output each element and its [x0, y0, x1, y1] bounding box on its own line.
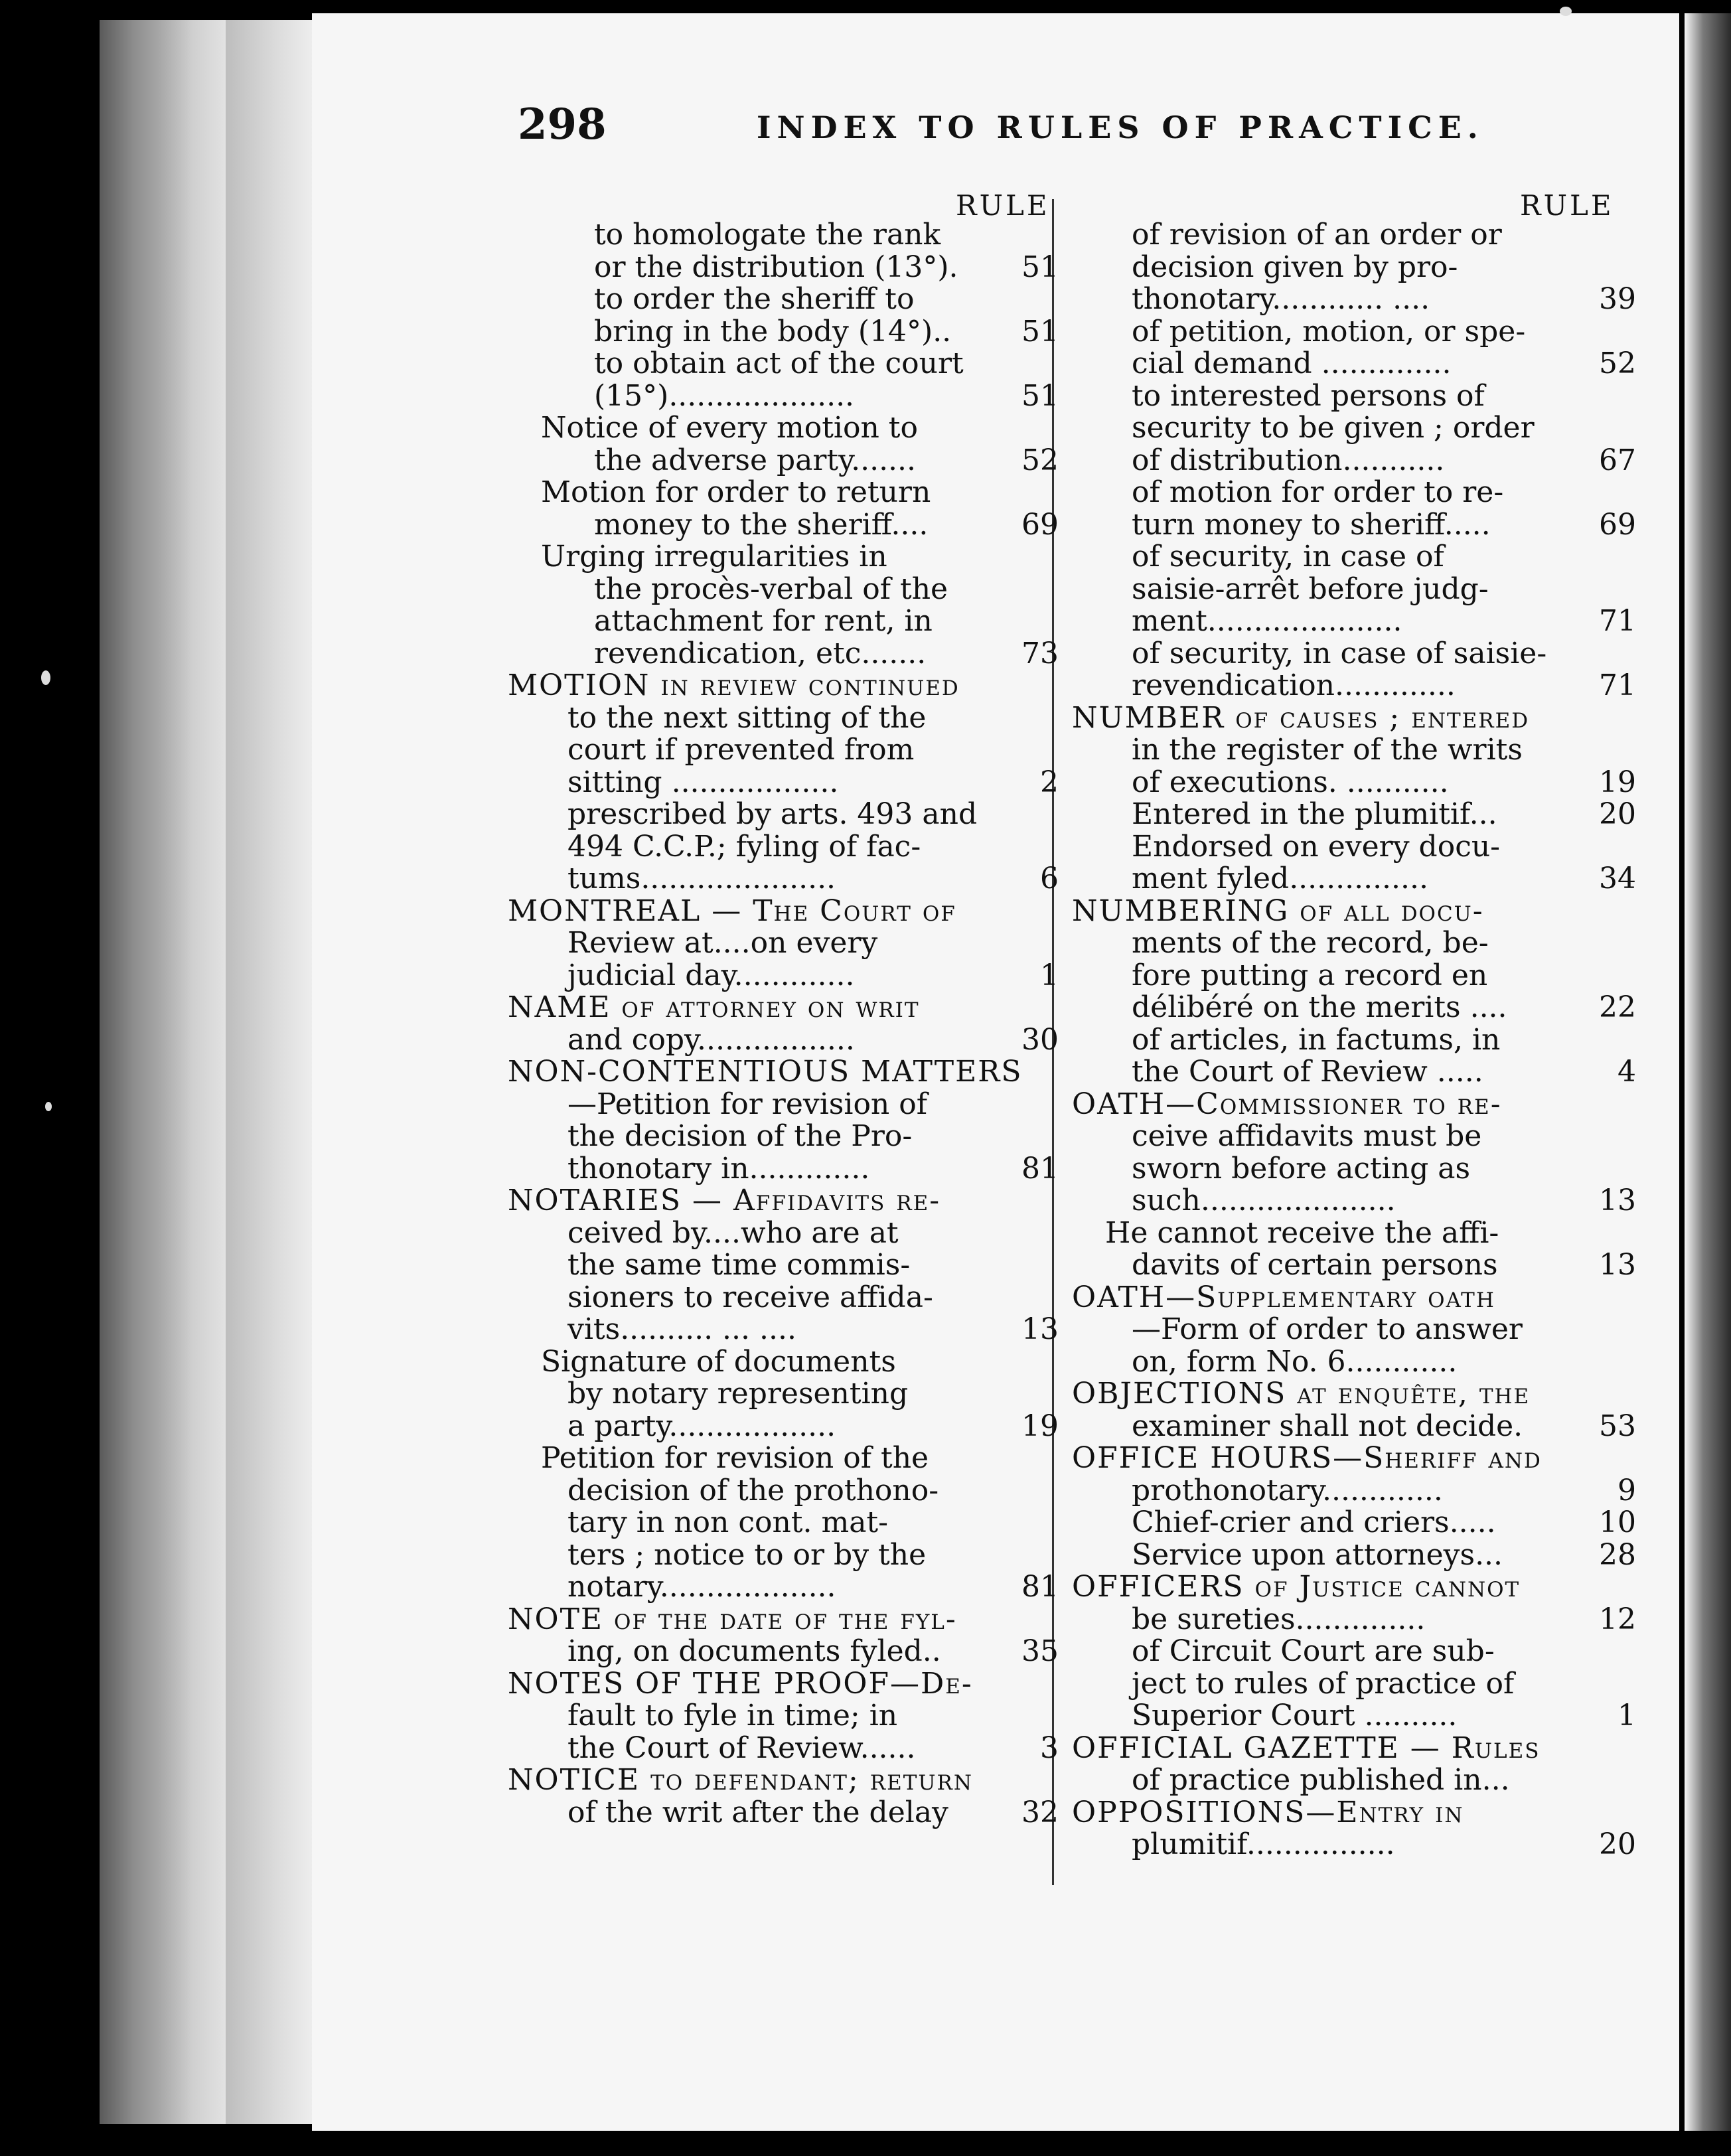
entry-text: —Form of order to answer [1132, 1312, 1523, 1346]
index-entry-line [1072, 1604, 1636, 1636]
index-entry-line [508, 1797, 1059, 1829]
entry-text: prothonotary............. [1132, 1473, 1443, 1507]
entry-text: on, form No. 6............ [1132, 1344, 1458, 1379]
entry-text: bring in the body (14°).. [594, 314, 952, 348]
entry-text: thonotary............ .... [1132, 282, 1430, 316]
entry-text: in the register of the writs [1132, 733, 1523, 767]
entry-text: revendication............. [1132, 668, 1456, 702]
index-entry-line [508, 1282, 1059, 1314]
rule-number: 1 [1618, 1699, 1636, 1733]
entry-text: to the next sitting of the [567, 700, 927, 735]
entry-text: NOTICE to defendant; return [508, 1763, 973, 1797]
entry-text: davits of certain persons [1132, 1248, 1498, 1282]
index-entry-line [1072, 1668, 1636, 1701]
rule-number: 20 [1599, 1827, 1636, 1861]
entry-text: saisie-arrêt before judg- [1132, 572, 1489, 606]
book-edge-right [1685, 13, 1731, 2131]
entry-text: turn money to sheriff..... [1132, 507, 1491, 542]
entry-text: ceived by....who are at [567, 1215, 899, 1250]
index-entry-line [1072, 1733, 1636, 1765]
entry-text: or the distribution (13°). [594, 250, 958, 284]
index-entry-line [508, 1153, 1059, 1186]
rule-number: 52 [1599, 346, 1636, 380]
index-entry-line [508, 1249, 1059, 1282]
index-entry-line [508, 283, 1059, 316]
entry-text: délibéré on the merits .... [1132, 990, 1507, 1024]
index-column-left [508, 219, 1059, 1829]
index-entry-line [1072, 1700, 1636, 1733]
rule-number: 9 [1618, 1473, 1636, 1507]
index-entry-line [1072, 1539, 1636, 1572]
index-entry-line [1072, 509, 1636, 542]
rule-number: 67 [1599, 443, 1636, 477]
index-entry-line [1072, 283, 1636, 316]
entry-text: Endorsed on every docu- [1132, 829, 1501, 864]
entry-text: of articles, in factums, in [1132, 1022, 1501, 1057]
entry-text: of revision of an order or [1132, 218, 1502, 252]
running-head: INDEX TO RULES OF PRACTICE. [757, 110, 1484, 145]
entry-text: ceive affidavits must be [1132, 1119, 1482, 1153]
entry-text: Urging irregularities in [541, 540, 887, 574]
entry-text: OPPOSITIONS—Entry in [1072, 1795, 1464, 1829]
entry-text: 494 C.C.P.; fyling of fac- [567, 829, 921, 864]
rule-number: 81 [1021, 1570, 1059, 1604]
index-entry-line [1072, 1185, 1636, 1217]
index-entry-line [1072, 670, 1636, 702]
index-entry-line [508, 1346, 1059, 1379]
rule-number: 19 [1599, 765, 1636, 799]
entry-text: of the writ after the delay [567, 1795, 948, 1829]
index-entry-line [1072, 1056, 1636, 1089]
index-entry-line [1072, 895, 1636, 928]
scan-speck [45, 1102, 52, 1111]
index-entry-line [1072, 1089, 1636, 1121]
entry-text: ment..................... [1132, 604, 1402, 638]
rule-number: 81 [1021, 1151, 1059, 1186]
rule-number: 69 [1599, 507, 1636, 542]
entry-text: of executions. ........... [1132, 765, 1449, 799]
rule-number: 73 [1021, 636, 1059, 670]
index-entry-line [1072, 1314, 1636, 1346]
entry-text: Signature of documents [541, 1344, 896, 1379]
entry-text: fault to fyle in time; in [567, 1699, 898, 1733]
index-entry-line [1072, 1378, 1636, 1411]
entry-text: the Court of Review ..... [1132, 1055, 1483, 1089]
rule-number: 30 [1021, 1022, 1059, 1057]
index-entry-line [1072, 1507, 1636, 1539]
rule-number: 51 [1021, 314, 1059, 348]
index-entry-line [1072, 605, 1636, 638]
entry-text: of security, in case of saisie- [1132, 636, 1547, 670]
entry-text: revendication, etc....... [594, 636, 927, 670]
rule-number: 12 [1599, 1602, 1636, 1636]
entry-text: the adverse party....... [594, 443, 917, 477]
rule-number: 51 [1021, 378, 1059, 413]
entry-text: Superior Court .......... [1132, 1699, 1458, 1733]
index-entry-line [508, 1668, 1059, 1701]
index-entry-line [508, 1024, 1059, 1057]
entry-text: fore putting a record en [1132, 958, 1488, 992]
entry-text: sioners to receive affida- [567, 1280, 933, 1314]
entry-text: prescribed by arts. 493 and [567, 797, 978, 831]
entry-text: the decision of the Pro- [567, 1119, 913, 1153]
index-entry-line [1072, 1346, 1636, 1379]
entry-text: court if prevented from [567, 733, 915, 767]
index-entry-line [1072, 574, 1636, 606]
entry-text: —Petition for revision of [567, 1087, 928, 1121]
index-entry-line [508, 509, 1059, 542]
index-entry-line [508, 992, 1059, 1024]
rule-number: 71 [1599, 668, 1636, 702]
index-entry-line [508, 541, 1059, 574]
index-entry-line [1072, 1442, 1636, 1475]
index-entry-line [508, 252, 1059, 284]
index-entry-line [1072, 1249, 1636, 1282]
entry-text: NOTE of the date of the fyl- [508, 1602, 957, 1636]
index-entry-line [508, 605, 1059, 638]
index-entry-line [1072, 1571, 1636, 1604]
index-entry-line [1072, 767, 1636, 799]
page-gutter [226, 20, 319, 2124]
entry-text: judicial day............. [567, 958, 855, 992]
entry-text: to obtain act of the court [594, 346, 964, 380]
index-entry-line [508, 1507, 1059, 1539]
entry-text: of practice published in... [1132, 1763, 1510, 1797]
index-entry-line [508, 734, 1059, 767]
entry-text: be sureties.............. [1132, 1602, 1426, 1636]
index-entry-line [508, 767, 1059, 799]
index-entry-line [508, 348, 1059, 380]
rule-number: 35 [1021, 1634, 1059, 1668]
entry-text: the procès-verbal of the [594, 572, 948, 606]
rule-number: 19 [1021, 1409, 1059, 1443]
entry-text: of motion for order to re- [1132, 475, 1504, 509]
index-entry-line [508, 219, 1059, 252]
entry-text: NOTES OF THE PROOF—De- [508, 1666, 973, 1701]
entry-text: cial demand .............. [1132, 346, 1452, 380]
index-entry-line [508, 863, 1059, 895]
entry-text: OATH—Commissioner to re- [1072, 1087, 1502, 1121]
page-number: 298 [518, 100, 607, 149]
index-entry-line [508, 895, 1059, 928]
index-entry-line [508, 574, 1059, 606]
index-column-right [1072, 219, 1636, 1861]
entry-text: OFFICIAL GAZETTE — Rules [1072, 1731, 1541, 1765]
rule-number: 1 [1040, 958, 1059, 992]
index-entry-line [508, 1475, 1059, 1507]
entry-text: and copy................. [567, 1022, 855, 1057]
index-entry-line [1072, 412, 1636, 445]
index-entry-line [1072, 960, 1636, 992]
entry-text: Notice of every motion to [541, 411, 918, 445]
index-entry-line [1072, 702, 1636, 735]
entry-text: examiner shall not decide. [1132, 1409, 1523, 1443]
index-entry-line [508, 380, 1059, 413]
book-edge-left [100, 20, 232, 2124]
rule-column-heading-right: RULE [1520, 189, 1614, 222]
entry-text: of security, in case of [1132, 540, 1444, 574]
entry-text: money to the sheriff.... [594, 507, 929, 542]
entry-text: OFFICE HOURS—Sheriff and [1072, 1441, 1542, 1475]
entry-text: by notary representing [567, 1377, 909, 1411]
index-entry-line [1072, 734, 1636, 767]
index-entry-line [508, 1571, 1059, 1604]
index-entry-line [508, 445, 1059, 477]
index-entry-line [508, 1539, 1059, 1572]
entry-text: (15°).................... [594, 378, 855, 413]
entry-text: OATH—Supplementary oath [1072, 1280, 1495, 1314]
entry-text: ment fyled............... [1132, 862, 1428, 895]
rule-number: 13 [1021, 1312, 1059, 1346]
index-entry-line [1072, 1024, 1636, 1057]
index-entry-line [1072, 1636, 1636, 1668]
entry-text: ject to rules of practice of [1132, 1666, 1515, 1701]
entry-text: NOTARIES — Affidavits re- [508, 1184, 941, 1217]
entry-text: the Court of Review...... [567, 1731, 916, 1765]
entry-text: attachment for rent, in [594, 604, 933, 638]
entry-text: NAME of attorney on writ [508, 990, 920, 1024]
entry-text: sitting .................. [567, 765, 839, 799]
index-entry-line [508, 1217, 1059, 1250]
index-entry-line [1072, 1411, 1636, 1443]
entry-text: to interested persons of [1132, 378, 1485, 413]
rule-number: 4 [1618, 1055, 1636, 1089]
entry-text: MOTION in review continued [508, 668, 960, 702]
rule-number: 3 [1040, 1731, 1059, 1765]
index-entry-line [1072, 1153, 1636, 1186]
index-entry-line [508, 831, 1059, 864]
rule-number: 20 [1599, 797, 1636, 831]
entry-text: NUMBER of causes ; entered [1072, 700, 1530, 735]
entry-text: MONTREAL — The Court of [508, 893, 956, 928]
entry-text: tary in non cont. mat- [567, 1505, 888, 1539]
index-entry-line [1072, 1282, 1636, 1314]
entry-text: of distribution........... [1132, 443, 1445, 477]
index-entry-line [1072, 348, 1636, 380]
index-entry-line [1072, 1120, 1636, 1153]
index-entry-line [1072, 927, 1636, 960]
entry-text: plumitif................ [1132, 1827, 1395, 1861]
index-entry-line [508, 1604, 1059, 1636]
entry-text: Entered in the plumitif... [1132, 797, 1497, 831]
rule-number: 6 [1040, 862, 1059, 895]
index-entry-line [1072, 799, 1636, 831]
index-entry-line [1072, 1217, 1636, 1250]
index-entry-line [1072, 252, 1636, 284]
index-entry-line [508, 638, 1059, 670]
index-entry-line [1072, 863, 1636, 895]
index-entry-line [508, 1378, 1059, 1411]
entry-text: He cannot receive the affi- [1105, 1215, 1499, 1250]
index-entry-line [1072, 638, 1636, 670]
index-entry-line [1072, 541, 1636, 574]
scan-speck [41, 670, 50, 685]
entry-text: a party.................. [567, 1409, 836, 1443]
index-entry-line [508, 412, 1059, 445]
entry-text: NUMBERING of all docu- [1072, 893, 1484, 928]
index-entry-line [1072, 831, 1636, 864]
entry-text: OBJECTIONS at enquête, the [1072, 1377, 1531, 1411]
index-entry-line [508, 316, 1059, 348]
rule-number: 34 [1599, 862, 1636, 895]
entry-text: the same time commis- [567, 1248, 911, 1282]
rule-number: 13 [1599, 1184, 1636, 1217]
rule-number: 28 [1599, 1537, 1636, 1572]
index-entry-line [508, 960, 1059, 992]
rule-number: 53 [1599, 1409, 1636, 1443]
entry-text: such..................... [1132, 1184, 1396, 1217]
index-entry-line [508, 1314, 1059, 1346]
entry-text: notary................... [567, 1570, 836, 1604]
entry-text: OFFICERS of Justice cannot [1072, 1570, 1521, 1604]
entry-text: to order the sheriff to [594, 282, 915, 316]
entry-text: decision given by pro- [1132, 250, 1458, 284]
rule-column-heading-left: RULE [956, 189, 1050, 222]
index-entry-line [508, 1700, 1059, 1733]
index-entry-line [508, 670, 1059, 702]
entry-text: Petition for revision of the [541, 1441, 929, 1475]
index-entry-line [508, 799, 1059, 831]
rule-number: 51 [1021, 250, 1059, 284]
entry-text: to homologate the rank [594, 218, 941, 252]
index-entry-line [1072, 219, 1636, 252]
index-entry-line [1072, 380, 1636, 413]
entry-text: security to be given ; order [1132, 411, 1535, 445]
entry-text: vits.......... ... .... [567, 1312, 796, 1346]
index-entry-line [1072, 1797, 1636, 1829]
entry-text: ters ; notice to or by the [567, 1537, 927, 1572]
index-entry-line [508, 1185, 1059, 1217]
entry-text: NON-CONTENTIOUS MATTERS [508, 1055, 1023, 1089]
index-entry-line [1072, 477, 1636, 509]
entry-text: Review at....on every [567, 926, 878, 960]
rule-number: 32 [1021, 1795, 1059, 1829]
index-entry-line [1072, 1475, 1636, 1507]
rule-number: 13 [1599, 1248, 1636, 1282]
index-entry-line [508, 1764, 1059, 1797]
index-entry-line [508, 477, 1059, 509]
entry-text: of Circuit Court are sub- [1132, 1634, 1495, 1668]
index-entry-line [1072, 1829, 1636, 1861]
scan-speck [1560, 7, 1572, 16]
entry-text: ments of the record, be- [1132, 926, 1489, 960]
rule-number: 10 [1599, 1505, 1636, 1539]
index-entry-line [1072, 992, 1636, 1024]
rule-number: 71 [1599, 604, 1636, 638]
entry-text: sworn before acting as [1132, 1151, 1471, 1186]
index-entry-line [508, 702, 1059, 735]
index-entry-line [1072, 316, 1636, 348]
entry-text: Chief-crier and criers..... [1132, 1505, 1496, 1539]
index-entry-line [508, 1411, 1059, 1443]
entry-text: of petition, motion, or spe- [1132, 314, 1526, 348]
rule-number: 39 [1599, 282, 1636, 316]
index-entry-line [508, 1442, 1059, 1475]
index-entry-line [508, 1120, 1059, 1153]
index-entry-line [1072, 445, 1636, 477]
rule-number: 2 [1040, 765, 1059, 799]
entry-text: decision of the prothono- [567, 1473, 939, 1507]
entry-text: tums..................... [567, 862, 836, 895]
index-entry-line [508, 927, 1059, 960]
index-entry-line [508, 1089, 1059, 1121]
rule-number: 69 [1021, 507, 1059, 542]
entry-text: ing, on documents fyled.. [567, 1634, 941, 1668]
index-entry-line [508, 1733, 1059, 1765]
index-entry-line [508, 1056, 1059, 1089]
rule-number: 22 [1599, 990, 1636, 1024]
entry-text: thonotary in............. [567, 1151, 870, 1186]
entry-text: Service upon attorneys... [1132, 1537, 1503, 1572]
rule-number: 52 [1021, 443, 1059, 477]
index-entry-line [1072, 1764, 1636, 1797]
entry-text: Motion for order to return [541, 475, 931, 509]
index-entry-line [508, 1636, 1059, 1668]
